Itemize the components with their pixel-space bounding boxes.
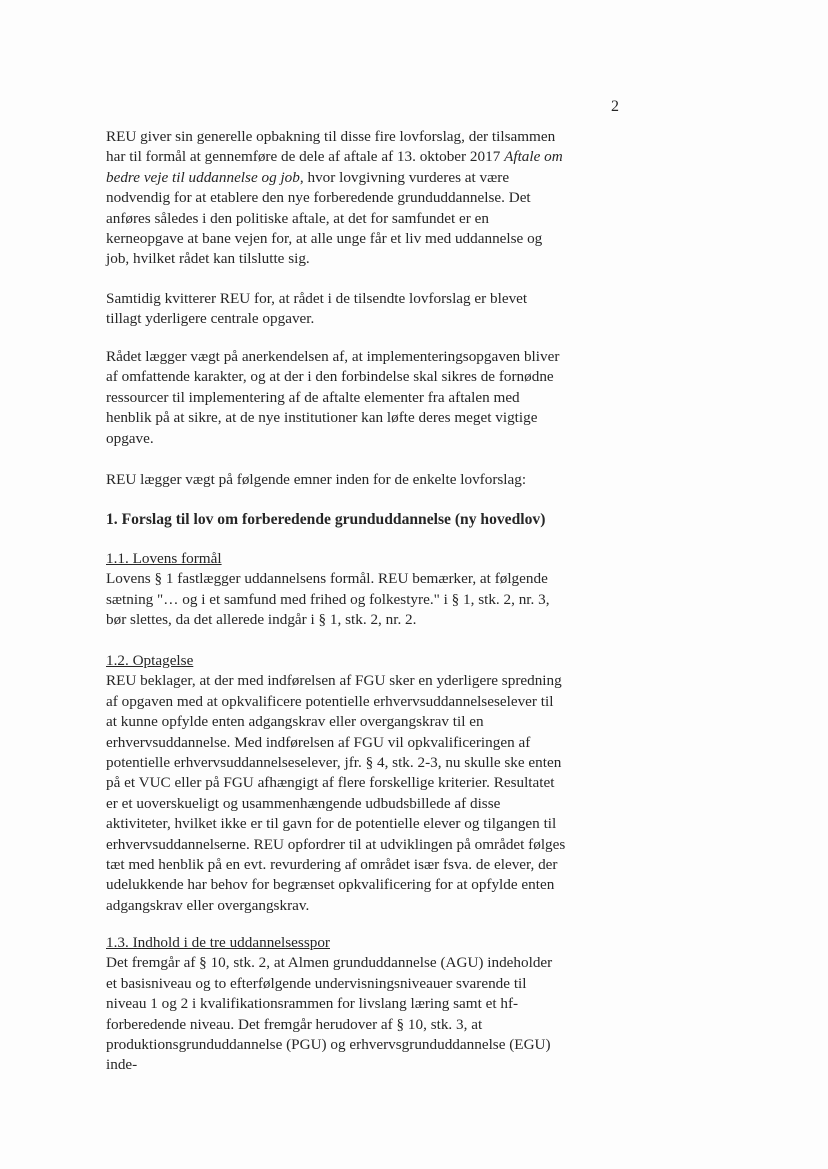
section-1-3-text: Det fremgår af § 10, stk. 2, at Almen grunduddannelse (AGU) indeholder et basisniveau og to efterfølgende undervisningsniveauer svarende til niveau 1 og 2 i kvalifikationsrammen for livslang læring samt et hf-forberedende niveau. Det fremgår herudover af § 10, stk. 3, at produktionsgrunduddannelse (PGU) og erhvervsgrunduddannelse (EGU) inde- — [106, 954, 553, 1074]
intro-paragraph-2: Samtidig kvitterer REU for, at rådet i de tilsendte lovforslag er blevet tillagt yderligere centrale opgaver. — [106, 290, 528, 328]
section-1-3 — [106, 933, 566, 1076]
section-1-1-text: Lovens § 1 fastlægger uddannelsens formål. REU bemærker, at følgende sætning "… og i et samfund med frihed og folkestyre." i § 1, stk. 2, nr. 3, bør slettes, da det allerede indgår i § 1, stk. 2, nr. 2. — [106, 570, 550, 629]
section-1-2 — [106, 651, 566, 916]
intro-paragraph-3: Rådet lægger vægt på anerkendelsen af, at implementeringsopgaven bliver af omfattende karakter, og at der i den forbindelse skal sikres de fornødne ressourcer til implementering af de aftalte elementer fra aftalen med henblik på at sikre, at de nye institutioner kan løfte deres meget vigtige opgave. — [106, 348, 560, 447]
page-number: 2 — [611, 98, 619, 115]
section-1-3-heading: 1.3. Indhold i de tre uddannelsesspor — [106, 934, 330, 951]
intro-paragraph-1-start: REU giver sin generelle opbakning til disse fire lovforslag, der tilsammen har til formål at gennemføre de dele af aftale af 13. oktober 2017 — [106, 128, 556, 166]
intro-paragraph-4: REU lægger vægt på følgende emner inden for de enkelte lovforslag: — [106, 471, 527, 488]
section-1-2-heading: 1.2. Optagelse — [106, 652, 194, 669]
section-1-2-text: REU beklager, at der med indførelsen af FGU sker en yderligere spredning af opgaven med at opkvalificere potentielle erhvervsuddannelseselever til at kunne opfylde enten adgangskrav eller overgangskrav til en erhvervsuddannelse. Med indførelsen af FGU vil opkvalificeringen af potentielle erhvervsuddannelseselever, jfr. § 4, stk. 2-3, nu skulle ske enten på et VUC eller på FGU afhængigt af flere forskellige kriterier. Resultatet er et uoverskueligt og usammenhængende udbudsbillede af disse aktiviteter, hvilket ikke er til gavn for de potentielle elever og tilgangen til erhvervsuddannelserne. REU opfordrer til at udviklingen på området følges tæt med henblik på en evt. revurdering af området især fsva. de elever, der udelukkende har behov for begrænset opkvalificering for at opfylde enten adgangskrav eller overgangskrav. — [106, 672, 566, 914]
section-1-1-heading: 1.1. Lovens formål — [106, 550, 222, 567]
intro-paragraph-1 — [106, 127, 566, 270]
intro-paragraph-1-end: , hvor lovgivning vurderes at være nodvendig for at etablere den nye forberedende grunduddannelse. Det anføres således i den politiske aftale, at det for samfundet er en kerneopgave at bane vejen for, at alle unge får et liv med uddannelse og job, hvilket rådet kan tilslutte sig. — [106, 168, 543, 268]
section-1-1 — [106, 549, 566, 631]
section-1-heading: 1. Forslag til lov om forberedende grunduddannelse (ny hovedlov) — [106, 511, 546, 528]
agreement-title: Aftale om bedre veje til uddannelse og job — [106, 148, 563, 186]
